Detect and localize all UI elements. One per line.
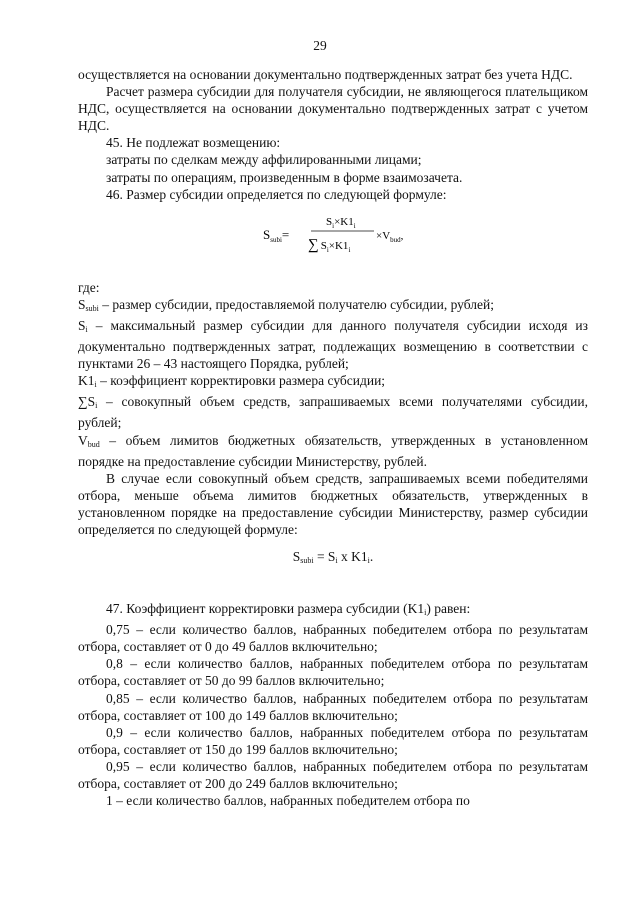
definition: $S_i$ – максимальный размер субсидии для данного получателя субсидии исходя из документально подтвержденных затрат, подлежащих возмещению в соответствии с пунктами 26 – 43 настоящего Порядка, рублей; [78, 317, 588, 372]
paragraph: 45. Не подлежат возмещению: [106, 135, 281, 151]
formula-svg [78, 203, 588, 265]
formula-numerator: $S_i\times K1_i$ [326, 215, 356, 230]
coefficient-intro: 47. Коэффициент корректировки размера субсидии $(K1_i)$ равен: [106, 601, 471, 618]
reduced-subsidy-formula: $S_{subi} = S_i$ x $K1_i$. [292, 549, 374, 566]
where-label: где: [78, 279, 100, 295]
subsidy-formula [78, 203, 588, 265]
page-number: 29 [313, 38, 327, 53]
formula-rhs: $\times V_{bud}$, [376, 229, 404, 244]
formula-denominator: ∑ $S_i\times K1_i$ [308, 236, 351, 254]
definition: $\sum S_i$ – совокупный объем средств, запрашиваемых всеми получателями субсидии, рублей; [78, 394, 588, 431]
definition: $S_{subi}$ – размер субсидии, предоставляемой получателю субсидии, рублей; [78, 296, 494, 313]
definition: $V_{bud}$ – объем лимитов бюджетных обязательств, утвержденных в установленном порядке на предоставление субсидии Министерству, рублей. [78, 432, 588, 469]
paragraph: 46. Размер субсидии определяется по следующей формуле: [106, 186, 447, 202]
coefficient-item: 1 – если количество баллов, набранных победителем отбора по [106, 793, 470, 809]
coefficient-item: 0,85 – если количество баллов, набранных победителем отбора по результатам отбора, составляет от 100 до 149 баллов включительно; [78, 690, 588, 723]
paragraph: затраты по операциям, произведенным в форме взаимозачета. [106, 169, 463, 185]
coefficient-item: 0,9 – если количество баллов, набранных победителем отбора по результатам отбора, составляет от 150 до 199 баллов включительно; [78, 724, 588, 757]
paragraph: затраты по сделкам между аффилированными лицами; [106, 152, 422, 168]
definition: $K1_i$ – коэффициент корректировки размера субсидии; [78, 373, 386, 390]
coefficient-item: 0,75 – если количество баллов, набранных победителем отбора по результатам отбора, составляет от 0 до 49 баллов включительно; [78, 622, 588, 655]
coefficient-item: 0,8 – если количество баллов, набранных победителем отбора по результатам отбора, составляет от 50 до 99 баллов включительно; [78, 656, 588, 689]
formula-lhs: $S_{subi}=$ [263, 226, 290, 244]
coefficient-item: 0,95 – если количество баллов, набранных победителем отбора по результатам отбора, составляет от 200 до 249 баллов включительно; [78, 758, 588, 791]
paragraph: Расчет размера субсидии для получателя субсидии, не являющегося плательщиком НДС, осуществляется на основании документально подтвержденных затрат с учетом НДС. [78, 84, 588, 134]
paragraph: осуществляется на основании документально подтвержденных затрат без учета НДС. [78, 67, 573, 82]
case-paragraph: В случае если совокупный объем средств, запрашиваемых всеми победителями отбора, меньше объема лимитов бюджетных обязательств, утвержденных в установленном порядке на предоставление субсидии Министерству, размер субсидии определяется по следующей формуле: [78, 470, 588, 537]
document-body [78, 66, 588, 809]
